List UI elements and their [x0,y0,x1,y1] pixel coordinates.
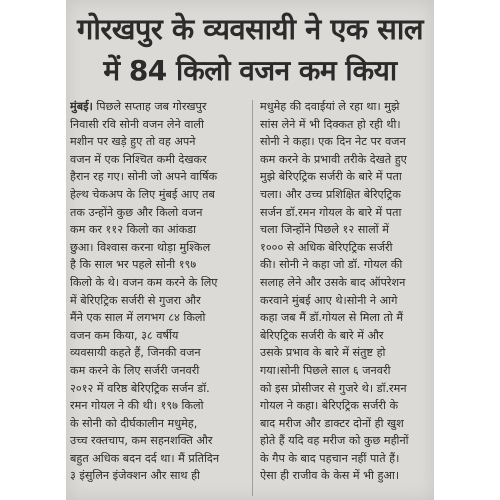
article-line: २०१२ में वरिष्ठ बेरिएट्रिक सर्जन डॉ. [70,381,210,395]
article-line: में बेरिएट्रिक सर्जरी से गुजरा और [70,293,201,307]
article-line: की। सोनी ने कहा जो डॉ. गोयल की [260,258,403,272]
article-line: छुआ। विश्वास करना थोड़ा मुश्किल [70,240,211,254]
article-line: कम करने के प्रभावी तरीके देखते हुए [260,152,407,166]
headline-line-1: गोरखपुर के व्यवसायी ने एक साल [77,12,423,46]
article-line: चला। और उच्च प्रशिक्षित बेरिएट्रिक [260,187,401,201]
article-line: मैंने एक साल में लगभग ८४ किलो [70,311,206,325]
article-line: गया।सोनी पिछले साल ६ जनवरी [260,363,391,377]
article-line: के सोनी को दीर्घकालीन मधुमेह, [70,416,198,430]
article-line: सलाह लेने और उसके बाद ऑपरेशन [260,275,406,289]
newspaper-clipping [66,0,434,500]
article-line: सर्जन डॉ.रमन गोयल के बारे में पता [260,205,402,219]
article-line [70,98,246,116]
article-line: १००० से अधिक बेरिएट्रिक सर्जरी [260,240,393,254]
article-line: उच्च रक्तचाप, कम सहनशक्ति और [70,434,213,448]
article-line: उसके प्रभाव के बारे में संतुष्ट हो [260,346,386,360]
headline [66,0,434,98]
article-line: मशीन पर खड़े हुए तो वह अपने [70,135,196,149]
article-line: मधुमेह की दवाईयां ले रहा था। मुझे [260,100,400,113]
article-line-text: पिछले सप्ताह जब गोरखपुर [92,100,207,113]
article-line: के गैप के बाद पहचान नहीं पाते हैं। [260,451,400,465]
article-line: सांस लेने में भी दिक्कत हो रही थी। [260,117,401,131]
article-line: है कि साल भर पहले सोनी १९७ [70,258,197,272]
article-line: बाद मरीज और डाक्टर दोनों ही खुश [260,416,404,430]
article-line: कम कर ११२ किलो का आंकडा [70,223,197,237]
article-line: बहुत अधिक बदन दर्द था। मैं प्रतिदिन [70,451,220,465]
article-line: कहा जब मैं डॉ.गोयल से मिला तो मैं [260,311,404,325]
article-line: होते हैं यदि वह मरीज को कुछ महीनों [260,434,409,448]
article-line: ३ इंसुलिन इंजेक्शन और साथ ही [70,469,200,483]
article-line: वजन में एक निश्चित कमी देखकर [70,152,207,166]
article-line: को इस प्रोसीजर से गुजरे थे। डॉ.रमन [260,381,407,395]
article-line: वजन कम किया, ३८ वर्षीय [70,328,179,342]
article-line: बेरिएट्रिक सर्जरी के बारे में और [260,328,384,342]
article-line: किलो के थे। वजन कम करने के लिए [70,275,218,289]
article-line: व्यवसायी कहते हैं, जिनकी वजन [70,346,201,360]
article-line: सोनी ने कहा। एक दिन नेट पर वजन [260,135,406,149]
article-line: करवाने मुंबई आए थे।सोनी ने आगे [260,293,398,307]
column-divider [252,100,253,496]
article-line: रमन गोयल ने की थी। १९७ किलो [70,399,204,413]
dateline: मुंबई। [70,100,93,113]
article-column-left [70,98,246,500]
article-column-right [260,98,430,500]
article-line: गोयल ने कहा। बेरिएट्रिक सर्जरी के [260,399,399,413]
article-line: हेल्थ चेकअप के लिए मुंबई आए तब [70,187,215,201]
article-line: कम करने के लिए सर्जरी जनवरी [70,363,200,377]
article-line: निवासी रवि सोनी वजन लेने वाली [70,117,204,131]
article-line: मुझे बेरिएट्रिक सर्जरी के बारे में पता [260,170,402,184]
article-line: चला जिन्होंने पिछले १२ सालों में [260,223,389,237]
article-line: ऐसा ही राजीव के केस में भी हुआ। [260,469,400,483]
headline-line-2: में 84 किलो वजन कम किया [103,54,397,87]
article-line: हैरान रह गए। सोनी जो अपने वार्षिक [70,170,218,184]
article-line: तक उन्होंने कुछ और किलो वजन [70,205,203,219]
